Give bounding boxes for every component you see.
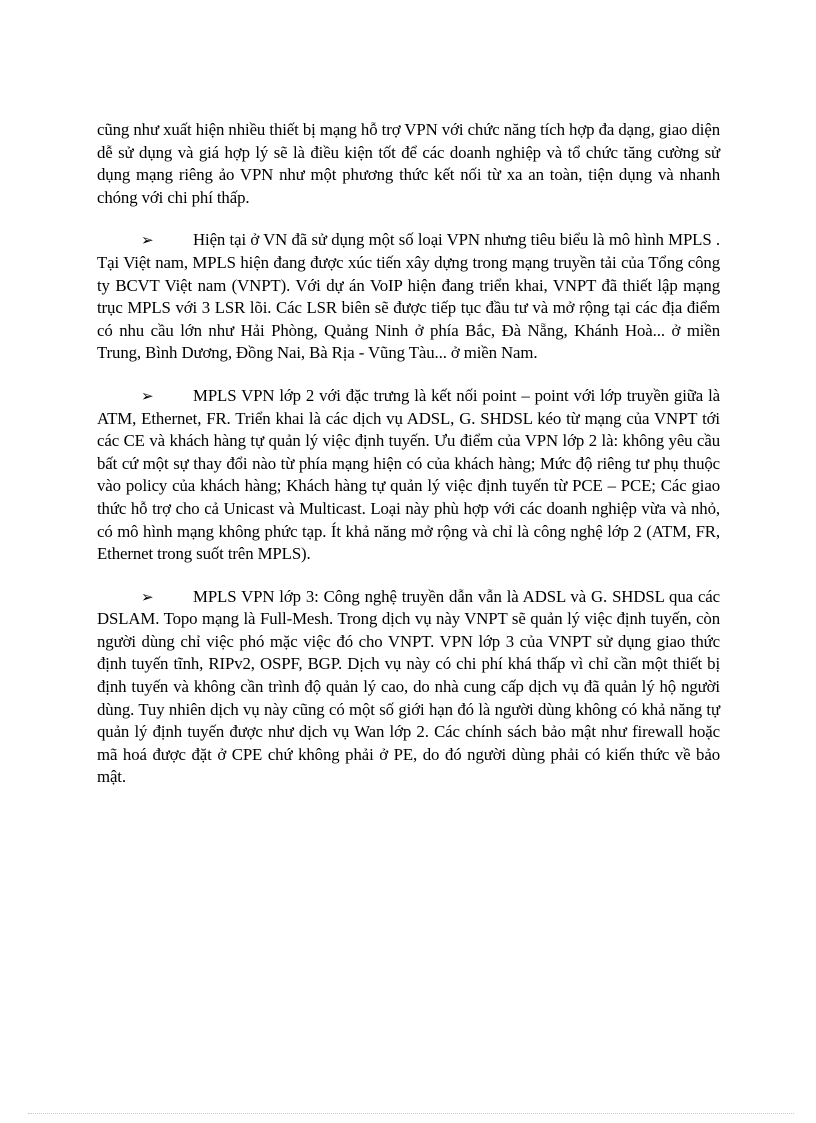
- bullet-paragraph-text: Hiện tại ở VN đã sử dụng một số loại VPN nhưng tiêu biểu là mô hình MPLS . Tại Việt nam, MPLS hiện đang được xúc tiến xây dựng trong mạng truyền tải của Tổng công ty BCVT Việt nam (VNPT). Với dự án VoIP hiện đang triển khai, VNPT đã thiết lập mạng trục MPLS với 3 LSR lõi. Các LSR biên sẽ được tiếp tục đầu tư và mở rộng tại các địa điểm có nhu cầu lớn như Hải Phòng, Quảng Ninh ở phía Bắc, Đà Nẵng, Khánh Hoà... ở miền Trung, Bình Dương, Đồng Nai, Bà Rịa - Vũng Tàu... ở miền Nam.: [97, 230, 720, 363]
- bullet-paragraph-text: MPLS VPN lớp 2 với đặc trưng là kết nối point – point với lớp truyền giữa là ATM, Ethernet, FR. Triển khai là các dịch vụ ADSL, G. SHDSL kéo từ mạng của VNPT tới các CE và khách hàng tự quản lý việc định tuyến. Ưu điểm của VPN lớp 2 là: không yêu cầu bất cứ một sự thay đổi nào từ phía mạng hiện có của khách hàng; Mức độ riêng tư phụ thuộc vào policy của khách hàng; Khách hàng tự quản lý việc định tuyến từ PCE – PCE; Các giao thức hỗ trợ cho cả Unicast và Multicast. Loại này phù hợp với các doanh nghiệp vừa và nhỏ, có mô hình mạng không phức tạp. Ít khả năng mở rộng và chỉ là công nghệ lớp 2 (ATM, FR, Ethernet trong suốt trên MPLS).: [97, 385, 720, 564]
- bullet-paragraph-mpls-layer3: [97, 586, 720, 789]
- bullet-paragraph-text: MPLS VPN lớp 3: Công nghệ truyền dẫn vẫn là ADSL và G. SHDSL qua các DSLAM. Topo mạng là Full-Mesh. Trong dịch vụ này VNPT sẽ quản lý việc định tuyến, còn người dùng chỉ việc phó mặc việc đó cho VNPT. VPN lớp 3 của VNPT sử dụng giao thức định tuyến tĩnh, RIPv2, OSPF, BGP. Dịch vụ này có chi phí khá thấp vì chỉ cần một thiết bị định tuyến và không cần trình độ quản lý cao, do nhà cung cấp dịch vụ đã quản lý hộ người dùng. Tuy nhiên dịch vụ này cũng có một số giới hạn đó là người dùng không có khả năng tự quản lý định tuyến được như dịch vụ Wan lớp 2. Các chính sách bảo mật như firewall hoặc mã hoá được đặt ở CPE chứ không phải ở PE, do đó người dùng phải có kiến thức về bảo mật.: [97, 586, 720, 787]
- page-bottom-border: [28, 1113, 794, 1114]
- document-body: [97, 119, 720, 809]
- arrow-bullet-icon: ➢: [141, 587, 154, 606]
- arrow-bullet-icon: ➢: [141, 231, 154, 250]
- bullet-paragraph-vpn-vietnam: [97, 229, 720, 365]
- bullet-paragraph-mpls-layer2: [97, 385, 720, 566]
- paragraph-intro-continuation: cũng như xuất hiện nhiều thiết bị mạng hỗ trợ VPN với chức năng tích hợp đa dạng, giao diện dễ sử dụng và giá hợp lý sẽ là điều kiện tốt để các doanh nghiệp và tổ chức tăng cường sử dụng mạng riêng ảo VPN như một phương thức kết nối từ xa an toàn, tiện dụng và nhanh chóng với chi phí thấp.: [97, 120, 720, 207]
- arrow-bullet-icon: ➢: [141, 386, 154, 405]
